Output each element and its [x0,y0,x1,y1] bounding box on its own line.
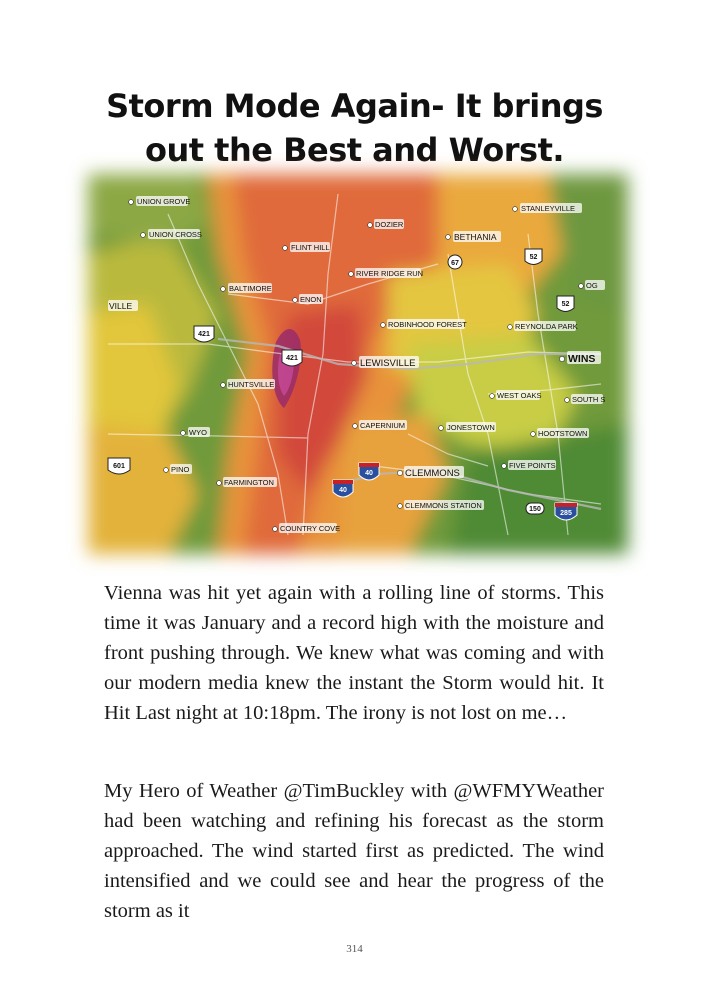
town-jonestown [439,422,496,432]
town-west-oaks [490,390,542,400]
paragraph-1: Vienna was hit yet again with a rolling line of storms. This time it was January and a record high with the moisture and front pushing through. We knew what was coming and with our modern media knew the instant the Storm would hit. It Hit Last night at 10:18pm. The irony is not lost on me… [104,582,604,724]
town-capernium [353,420,407,430]
town-huntsville [221,379,275,389]
weather-radar-map [108,194,606,535]
town-river-ridge-run [349,268,423,278]
town-five-points [502,460,556,470]
town-clemmons [397,466,464,479]
town-ville [108,300,138,311]
town-union-grove [129,196,191,206]
town-lewisville [352,356,419,369]
svg-text:285: 285 [560,510,572,517]
svg-text:FLINT HILL: FLINT HILL [291,243,330,252]
town-robinhood-forest [381,319,468,329]
svg-text:40: 40 [365,470,373,477]
svg-text:421: 421 [286,355,298,362]
svg-text:SOUTH S: SOUTH S [572,395,606,404]
svg-text:UNION CROSS: UNION CROSS [149,230,202,239]
svg-text:VILLE: VILLE [109,301,133,311]
town-union-cross [141,229,202,239]
us-route-shield [194,326,214,342]
interstate-shield [555,503,577,520]
town-bethania [446,231,501,242]
town-hootstown [531,428,589,438]
svg-text:ENON: ENON [300,295,322,304]
svg-text:UNION GROVE: UNION GROVE [137,197,191,206]
us-route-shield [557,296,574,312]
svg-text:BETHANIA: BETHANIA [454,232,497,242]
town-baltimore [221,283,272,293]
title-line-1: Storm Mode Again- It brings [106,87,603,125]
svg-text:CLEMMONS STATION: CLEMMONS STATION [405,501,482,510]
title-line-2: out the Best and Worst. [144,131,565,169]
state-route-shield [448,255,462,269]
svg-text:OG: OG [586,281,598,290]
interstate-shield [333,480,353,497]
svg-text:67: 67 [451,260,459,267]
svg-text:40: 40 [339,487,347,494]
page-number: 314 [346,943,363,955]
town-stanleyville [513,203,582,213]
svg-text:ROBINHOOD FOREST: ROBINHOOD FOREST [388,320,467,329]
state-route-shield [526,503,544,514]
svg-text:CLEMMONS: CLEMMONS [405,468,460,479]
town-country-cove [273,523,341,533]
interstate-shield [359,463,379,480]
svg-text:WYO: WYO [189,428,207,437]
svg-text:HUNTSVILLE: HUNTSVILLE [228,380,275,389]
page-title [80,84,629,172]
svg-text:CAPERNIUM: CAPERNIUM [360,421,406,430]
svg-text:BALTIMORE: BALTIMORE [229,284,272,293]
us-route-shield [108,458,130,474]
svg-text:FARMINGTON: FARMINGTON [224,478,274,487]
svg-text:52: 52 [529,254,538,261]
svg-text:HOOTSTOWN: HOOTSTOWN [538,429,588,438]
svg-text:DOZIER: DOZIER [375,220,404,229]
paragraph-2: My Hero of Weather @TimBuckley with @WFMYWeather had been watching and refining his forecast as the storm approached. The wind started first as predicted. The wind intensified and we could see and hear the progress of the storm as it [104,780,604,922]
svg-text:FIVE POINTS: FIVE POINTS [509,461,556,470]
svg-text:601: 601 [113,463,125,470]
svg-text:WINS: WINS [568,353,596,365]
svg-text:LEWISVILLE: LEWISVILLE [360,358,416,369]
svg-text:RIVER RIDGE RUN: RIVER RIDGE RUN [356,269,424,278]
svg-text:JONESTOWN: JONESTOWN [447,423,495,432]
us-route-shield [525,249,542,265]
svg-text:PINO: PINO [171,465,190,474]
town-reynolda-park [508,321,578,331]
town-farmington [217,477,277,487]
svg-text:421: 421 [198,331,210,338]
svg-text:REYNOLDA PARK: REYNOLDA PARK [515,322,578,331]
us-route-shield [282,350,302,366]
svg-text:52: 52 [561,301,570,308]
svg-text:COUNTRY COVE: COUNTRY COVE [280,524,341,533]
svg-text:150: 150 [529,506,541,513]
town-clemmons-station [398,500,484,510]
svg-text:WEST OAKS: WEST OAKS [497,391,542,400]
svg-text:STANLEYVILLE: STANLEYVILLE [521,204,576,213]
